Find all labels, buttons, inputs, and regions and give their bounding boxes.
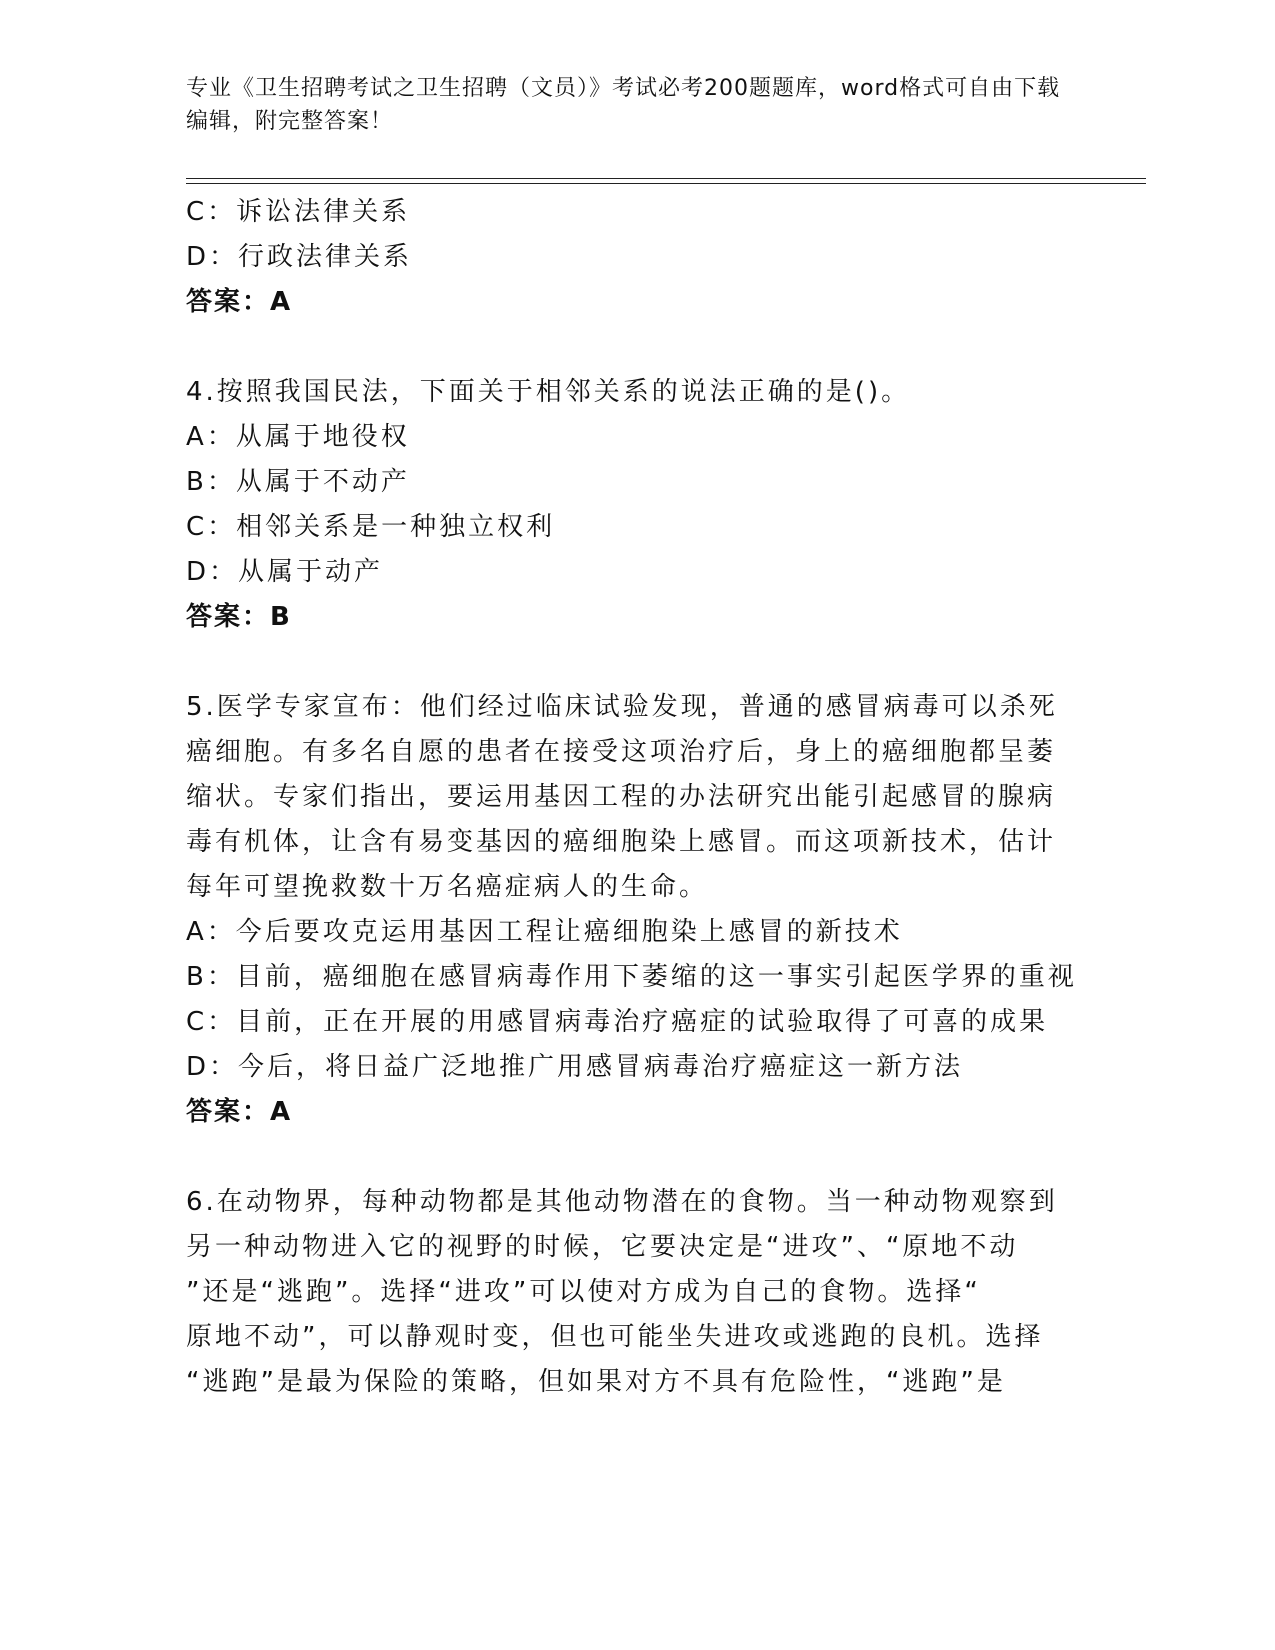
q5-option-c: C：目前，正在开展的用感冒病毒治疗癌症的试验取得了可喜的成果 bbox=[186, 1007, 1049, 1037]
q5-stem-line: 缩状。专家们指出，要运用基因工程的办法研究出能引起感冒的腺病 bbox=[186, 782, 1057, 812]
q6-stem-line: 另一种动物进入它的视野的时候，它要决定是“进攻”、“原地不动 bbox=[186, 1232, 1019, 1262]
spacer bbox=[186, 1135, 1086, 1180]
q4-option-d: D：从属于动产 bbox=[186, 557, 384, 587]
q4-option-b: B：从属于不动产 bbox=[186, 467, 410, 497]
q4-answer: 答案：B bbox=[186, 602, 292, 632]
q4-stem: 4.按照我国民法，下面关于相邻关系的说法正确的是()。 bbox=[186, 377, 911, 407]
q3-option-c: C：诉讼法律关系 bbox=[186, 197, 411, 227]
document-header bbox=[186, 72, 1066, 138]
q5-stem-line: 毒有机体，让含有易变基因的癌细胞染上感冒。而这项新技术，估计 bbox=[186, 827, 1057, 857]
q5-option-a: A：今后要攻克运用基因工程让癌细胞染上感冒的新技术 bbox=[186, 917, 903, 947]
q5-option-d: D：今后，将日益广泛地推广用感冒病毒治疗癌症这一新方法 bbox=[186, 1052, 964, 1082]
q3-option-d: D：行政法律关系 bbox=[186, 242, 413, 272]
header-divider-top bbox=[186, 178, 1146, 179]
q3-answer: 答案：A bbox=[186, 287, 293, 317]
q6-stem-line: “逃跑”是最为保险的策略，但如果对方不具有危险性，“逃跑”是 bbox=[186, 1367, 1006, 1397]
header-divider-bottom bbox=[186, 183, 1146, 184]
spacer bbox=[186, 640, 1086, 685]
header-text: 专业《卫生招聘考试之卫生招聘（文员）》考试必考200题题库，word格式可自由下载编辑，附完整答案！ bbox=[186, 76, 1061, 134]
question-content bbox=[186, 190, 1086, 1405]
q5-answer: 答案：A bbox=[186, 1097, 293, 1127]
q6-stem-line: 原地不动”，可以静观时变，但也可能坐失进攻或逃跑的良机。选择 bbox=[186, 1322, 1044, 1352]
q6-stem-line: 6.在动物界，每种动物都是其他动物潜在的食物。当一种动物观察到 bbox=[186, 1187, 1058, 1217]
q5-stem-line: 5.医学专家宣布：他们经过临床试验发现，普通的感冒病毒可以杀死 bbox=[186, 692, 1058, 722]
q4-option-c: C：相邻关系是一种独立权利 bbox=[186, 512, 556, 542]
spacer bbox=[186, 325, 1086, 370]
q5-stem-line: 癌细胞。有多名自愿的患者在接受这项治疗后，身上的癌细胞都呈萎 bbox=[186, 737, 1057, 767]
q5-option-b: B：目前，癌细胞在感冒病毒作用下萎缩的这一事实引起医学界的重视 bbox=[186, 962, 1077, 992]
q4-option-a: A：从属于地役权 bbox=[186, 422, 410, 452]
q5-stem-line: 每年可望挽救数十万名癌症病人的生命。 bbox=[186, 872, 709, 902]
q6-stem-line: ”还是“逃跑”。选择“进攻”可以使对方成为自己的食物。选择“ bbox=[186, 1277, 981, 1307]
